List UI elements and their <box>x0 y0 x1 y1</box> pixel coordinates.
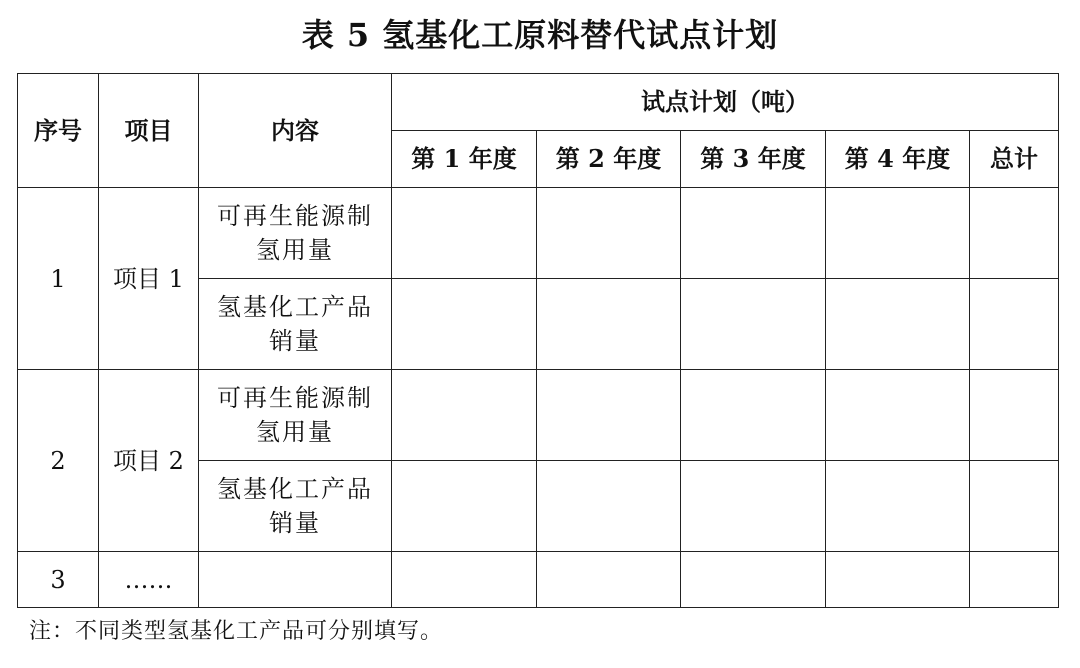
content-line-2: 销量 <box>269 509 321 537</box>
cell-total[interactable] <box>970 188 1059 279</box>
header-plan-group: 试点计划（吨） <box>392 74 1059 131</box>
cell-total[interactable] <box>970 461 1059 552</box>
header-content: 内容 <box>199 74 392 188</box>
table-row <box>18 370 1059 461</box>
header-year-1: 第 1 年度 <box>392 131 537 188</box>
row-project: 项目 1 <box>99 188 199 370</box>
header-year-2: 第 2 年度 <box>537 131 681 188</box>
header-year-4: 第 4 年度 <box>826 131 970 188</box>
cell-year-2[interactable] <box>537 188 681 279</box>
header-year-3: 第 3 年度 <box>681 131 826 188</box>
header-row-1 <box>18 74 1059 131</box>
row-seq: 3 <box>18 552 99 608</box>
pilot-plan-table <box>17 73 1059 608</box>
table-row <box>18 188 1059 279</box>
cell-total[interactable] <box>970 552 1059 608</box>
row-content[interactable] <box>199 552 392 608</box>
content-line-1: 氢基化工产品 <box>217 293 373 321</box>
header-seq: 序号 <box>18 74 99 188</box>
cell-year-3[interactable] <box>681 279 826 370</box>
header-project: 项目 <box>99 74 199 188</box>
cell-year-4[interactable] <box>826 188 970 279</box>
cell-year-2[interactable] <box>537 461 681 552</box>
cell-total[interactable] <box>970 279 1059 370</box>
cell-year-2[interactable] <box>537 552 681 608</box>
cell-year-4[interactable] <box>826 370 970 461</box>
content-line-2: 氢用量 <box>256 418 334 446</box>
cell-year-3[interactable] <box>681 552 826 608</box>
row-project: 项目 2 <box>99 370 199 552</box>
table-note: 注：不同类型氢基化工产品可分别填写。 <box>29 619 444 644</box>
cell-year-1[interactable] <box>392 461 537 552</box>
row-content <box>199 370 392 461</box>
cell-year-1[interactable] <box>392 552 537 608</box>
cell-year-2[interactable] <box>537 279 681 370</box>
cell-year-3[interactable] <box>681 461 826 552</box>
cell-year-1[interactable] <box>392 370 537 461</box>
cell-total[interactable] <box>970 370 1059 461</box>
content-line-1: 可再生能源制 <box>217 384 373 412</box>
cell-year-2[interactable] <box>537 370 681 461</box>
content-line-2: 氢用量 <box>256 236 334 264</box>
row-seq: 1 <box>18 188 99 370</box>
row-project: …… <box>99 552 199 608</box>
table-row <box>18 552 1059 608</box>
row-content <box>199 188 392 279</box>
cell-year-1[interactable] <box>392 188 537 279</box>
cell-year-3[interactable] <box>681 188 826 279</box>
cell-year-4[interactable] <box>826 279 970 370</box>
cell-year-1[interactable] <box>392 279 537 370</box>
content-line-1: 可再生能源制 <box>217 202 373 230</box>
cell-year-3[interactable] <box>681 370 826 461</box>
content-line-1: 氢基化工产品 <box>217 475 373 503</box>
row-seq: 2 <box>18 370 99 552</box>
row-content <box>199 279 392 370</box>
table-title: 表 5 氢基化工原料替代试点计划 <box>301 16 779 54</box>
cell-year-4[interactable] <box>826 461 970 552</box>
cell-year-4[interactable] <box>826 552 970 608</box>
content-line-2: 销量 <box>269 327 321 355</box>
row-content <box>199 461 392 552</box>
header-total: 总计 <box>970 131 1059 188</box>
